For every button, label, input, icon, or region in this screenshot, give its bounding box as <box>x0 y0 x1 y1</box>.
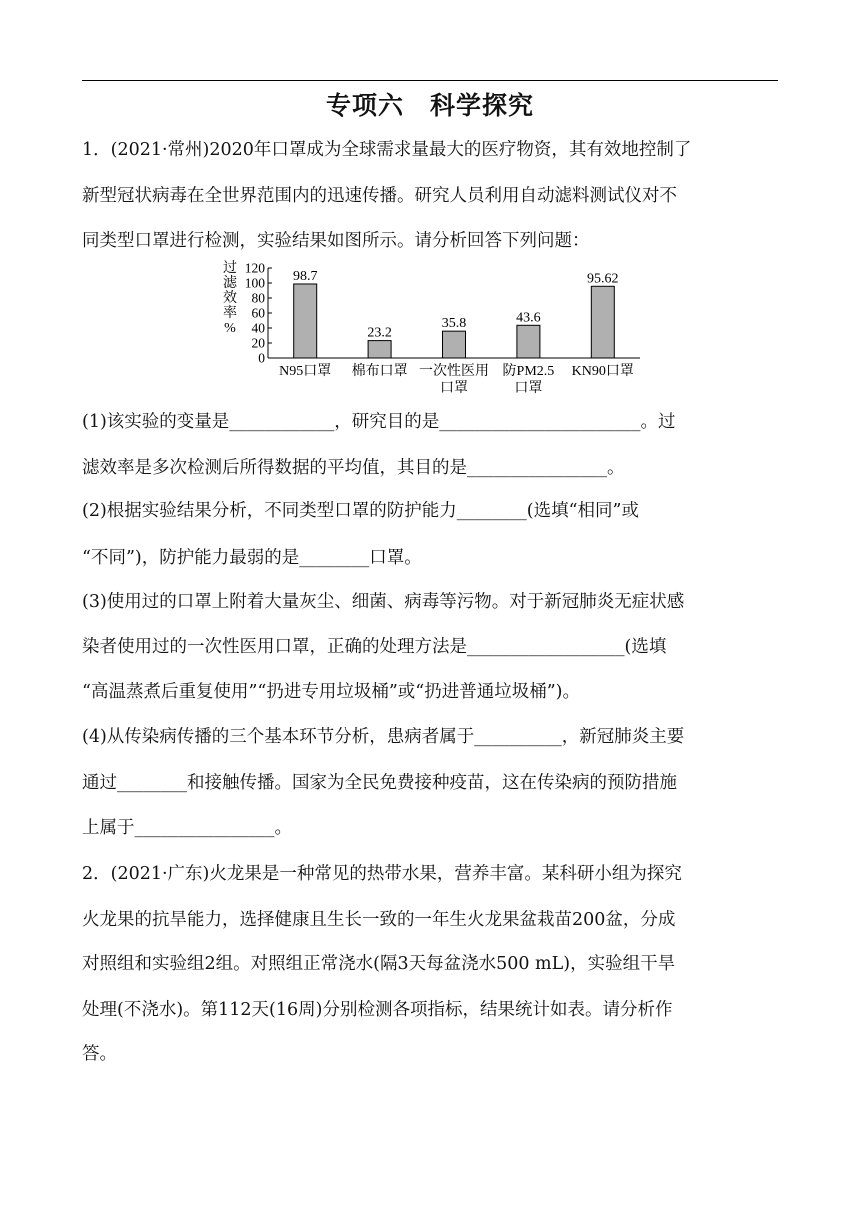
y-tick-label: 100 <box>244 275 265 291</box>
bar <box>368 341 391 358</box>
bar-value-label: 35.8 <box>441 316 467 332</box>
x-tick-label: 一次性医用 <box>419 364 489 379</box>
y-axis-label-char: 过 <box>223 261 237 276</box>
y-axis-label-char: 滤 <box>223 276 237 291</box>
bar-value-label: 98.7 <box>292 268 318 284</box>
bar <box>443 331 466 358</box>
q1-sub2-line-2: “不同”)，防护能力最弱的是________口罩。 <box>82 548 422 568</box>
y-tick-label: 120 <box>244 260 265 276</box>
y-tick-label: 80 <box>251 290 265 306</box>
q1-sub1-line-2: 滤效率是多次检测后所得数据的平均值，其目的是________________。 <box>82 458 625 478</box>
q1-line-2: 新型冠状病毒在全世界范围内的迅速传播。研究人员利用自动滤料测试仪对不 <box>82 186 677 206</box>
x-tick-label: KN90口罩 <box>571 364 634 379</box>
bar-value-label: 43.6 <box>516 310 541 326</box>
bar <box>294 284 317 358</box>
q1-sub4-line-1: (4)从传染病传播的三个基本环节分析，患病者属于__________，新冠肺炎主要 <box>82 727 685 747</box>
q1-sub3-line-1: (3)使用过的口罩上附着大量灰尘、细菌、病毒等污物。对于新冠肺炎无症状感 <box>82 592 685 612</box>
q1-sub3-line-3: “高温蒸煮后重复使用”“扔进专用垃圾桶”或“扔进普通垃圾桶”)。 <box>82 682 581 702</box>
x-tick-label: 棉布口罩 <box>351 364 408 379</box>
y-axis-label-char: 率 <box>223 306 237 321</box>
bar <box>591 286 614 358</box>
q1-line-1: 1．(2021·常州)2020年口罩成为全球需求量最大的医疗物资，其有效地控制了 <box>82 140 692 160</box>
q1-sub4-line-2: 通过________和接触传播。国家为全民免费接种疫苗，这在传染病的预防措施 <box>82 773 677 793</box>
q1-sub2-line-1: (2)根据实验结果分析，不同类型口罩的防护能力________(选填“相同”或 <box>82 501 640 521</box>
bar-value-label: 95.62 <box>587 271 619 287</box>
q1-sub3-line-2: 染者使用过的一次性医用口罩，正确的处理方法是__________________(选填 <box>82 637 667 657</box>
y-tick-label: 40 <box>251 320 265 336</box>
q1-sub4-line-3: 上属于________________。 <box>82 818 292 838</box>
y-axis-label-char: % <box>224 321 236 336</box>
y-tick-label: 20 <box>251 335 265 351</box>
q2-line-5: 答。 <box>82 1044 117 1064</box>
top-rule <box>82 80 778 81</box>
x-tick-label: 防PM2.5 <box>502 364 555 379</box>
y-tick-label: 0 <box>258 350 265 366</box>
x-tick-label: 口罩 <box>440 381 468 396</box>
page-title: 专项六 科学探究 <box>325 91 534 120</box>
y-tick-label: 60 <box>251 305 265 321</box>
q2-line-1: 2．(2021·广东)火龙果是一种常见的热带水果，营养丰富。某科研小组为探究 <box>82 864 682 884</box>
bar <box>517 325 540 358</box>
bar-value-label: 23.2 <box>367 325 392 341</box>
filtration-bar-chart <box>210 258 650 403</box>
q1-sub1-line-1: (1)该实验的变量是____________，研究目的是_______________________。过 <box>82 412 676 432</box>
x-tick-label: 口罩 <box>514 381 543 396</box>
q2-line-4: 处理(不浇水)。第112天(16周)分别检测各项指标，结果统计如表。请分析作 <box>82 1000 673 1020</box>
x-tick-label: N95口罩 <box>279 364 332 379</box>
q2-line-2: 火龙果的抗旱能力，选择健康且生长一致的一年生火龙果盆栽苗200盆，分成 <box>82 910 676 930</box>
y-axis-label-char: 效 <box>223 291 237 306</box>
q2-line-3: 对照组和实验组2组。对照组正常浇水(隔3天每盆浇水500 mL)，实验组干旱 <box>82 954 676 974</box>
q1-line-3: 同类型口罩进行检测，实验结果如图所示。请分析回答下列问题： <box>82 231 590 251</box>
